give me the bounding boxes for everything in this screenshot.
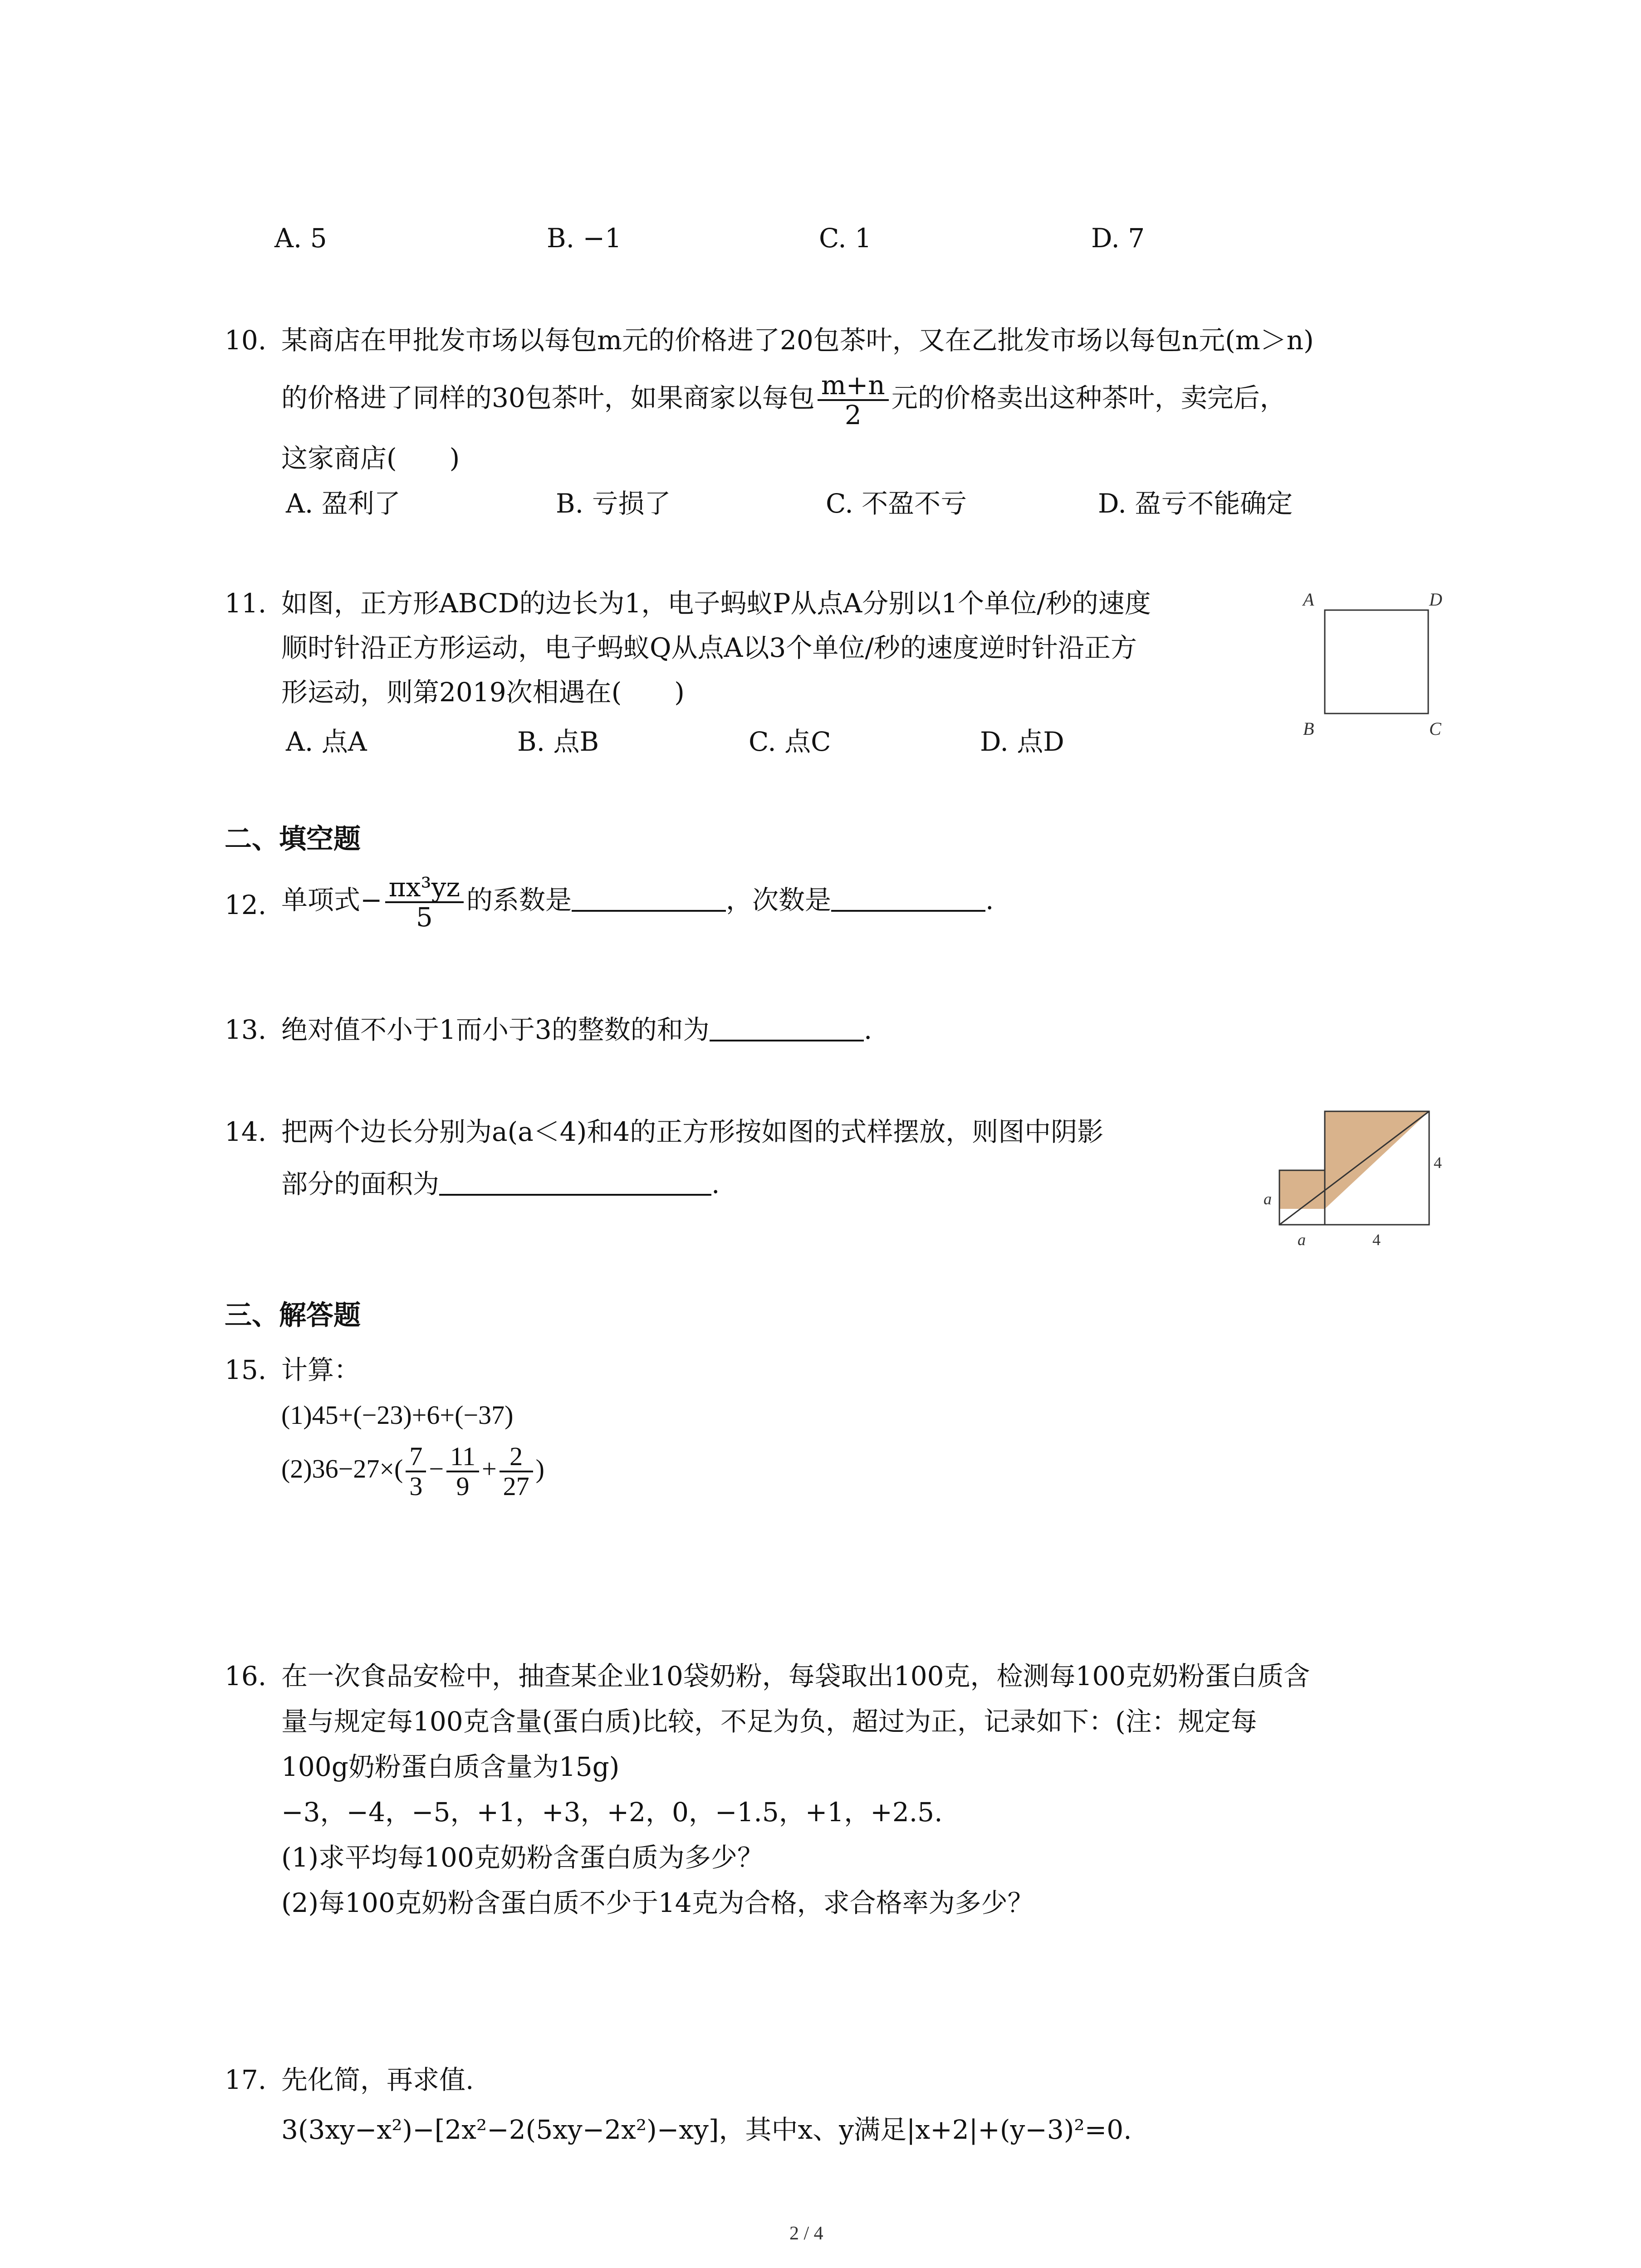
q9-option-d: D. 7 [1091, 223, 1145, 254]
q15-frac-1 [406, 1442, 426, 1501]
square-abcd-figure [1298, 585, 1452, 748]
q10-fraction [818, 371, 889, 429]
q15-part2-pre: (2)36−27×( [281, 1454, 403, 1484]
q15-f3-num: 2 [500, 1442, 533, 1472]
label-c: C [1429, 719, 1441, 739]
q17-expression: 3(3xy−x²)−[2x²−2(5xy−2x²)−xy]，其中x、y满足|x+2|+(y−3)²=0. [281, 2114, 1132, 2145]
shaded-region [1279, 1111, 1429, 1209]
q10-line2-pre: 的价格进了同样的30包茶叶，如果商家以每包 [281, 382, 815, 414]
q14-line2-text: 部分的面积为 [281, 1168, 440, 1199]
q12-blank-coefficient[interactable] [572, 886, 726, 912]
q14-number: 14. [225, 1116, 267, 1147]
q12-frac-den: 5 [416, 902, 433, 933]
q16-line1: 在一次食品安检中，抽查某企业10袋奶粉，每袋取出100克，检测每100克奶粉蛋白质含 [281, 1661, 1310, 1691]
q11-option-b: B. 点B [517, 726, 599, 757]
q10-option-b: B. 亏损了 [556, 488, 671, 519]
q11-line3: 形运动，则第2019次相遇在( ) [281, 677, 685, 708]
q15-part2 [281, 1442, 544, 1501]
q10-line2-post: 元的价格卖出这种茶叶，卖完后， [891, 382, 1286, 414]
q15-op1: − [429, 1454, 444, 1484]
q15-f3-den: 27 [503, 1471, 529, 1501]
q11-line1: 如图，正方形ABCD的边长为1，电子蚂蚁P从点A分别以1个单位/秒的速度 [281, 588, 1151, 619]
q10-option-d: D. 盈亏不能确定 [1098, 488, 1293, 519]
q12-fraction [385, 873, 464, 931]
q9-option-b: B. −1 [547, 223, 622, 254]
label-d: D [1429, 589, 1442, 610]
q12-frac-num: πx³yz [385, 873, 464, 903]
q9-option-c: C. 1 [819, 223, 872, 254]
label-a-left: a [1264, 1190, 1272, 1208]
q15-title: 计算： [281, 1354, 361, 1385]
q17-title: 先化简，再求值. [281, 2064, 474, 2095]
q12-number: 12. [225, 890, 267, 920]
q10-option-c: C. 不盈不亏 [826, 488, 967, 519]
q15-f2-num: 11 [446, 1442, 479, 1472]
label-b: B [1303, 719, 1314, 739]
q13-blank[interactable] [710, 1016, 864, 1041]
q10-frac-den: 2 [844, 400, 862, 430]
page-number: 2 / 4 [789, 2223, 823, 2244]
q16-part2: (2)每100克奶粉含蛋白质不少于14克为合格，求合格率为多少？ [281, 1887, 1034, 1918]
q13-end: . [863, 1014, 872, 1045]
q14-end: . [711, 1168, 720, 1199]
q11-line2: 顺时针沿正方形运动，电子蚂蚁Q从点A以3个单位/秒的速度逆时针沿正方 [281, 632, 1137, 663]
q11-number: 11. [225, 588, 267, 619]
q16-line2: 量与规定每100克含量(蛋白质)比较，不足为负，超过为正，记录如下：(注：规定每 [281, 1706, 1257, 1737]
label-a-bottom: a [1298, 1231, 1306, 1249]
q10-line2 [281, 371, 1286, 429]
section-fill-in-heading: 二、填空题 [225, 823, 361, 855]
q16-number: 16. [225, 1661, 267, 1691]
q13-line [281, 1014, 872, 1046]
q15-number: 15. [225, 1354, 267, 1385]
q16-data: −3，−4，−5，+1，+3，+2，0，−1.5，+1，+2.5. [281, 1797, 943, 1828]
q15-f1-den: 3 [409, 1471, 423, 1501]
q10-line1: 某商店在甲批发市场以每包m元的价格进了20包茶叶，又在乙批发市场以每包n元(m＞n) [281, 325, 1314, 356]
q12-end: . [985, 885, 994, 916]
q13-number: 13. [225, 1014, 267, 1045]
q12-mid: 的系数是 [466, 885, 572, 916]
q11-option-a: A. 点A [286, 726, 367, 757]
q16-line3: 100g奶粉蛋白质含量为15g) [281, 1751, 620, 1782]
q10-number: 10. [225, 325, 267, 356]
q17-number: 17. [225, 2064, 267, 2095]
q15-frac-3 [500, 1442, 533, 1501]
q12-line [281, 873, 994, 931]
q15-part1: (1)45+(−23)+6+(−37) [281, 1400, 514, 1430]
q15-op2: + [481, 1454, 497, 1484]
q14-line1: 把两个边长分别为a(a＜4)和4的正方形按如图的式样摆放，则图中阴影 [281, 1116, 1104, 1147]
q14-blank[interactable] [439, 1170, 711, 1196]
two-squares-figure [1259, 1107, 1450, 1252]
q15-frac-2 [446, 1442, 479, 1501]
q12-mid2: ，次数是 [726, 885, 832, 916]
q10-frac-num: m+n [818, 371, 889, 401]
q14-line2 [281, 1168, 720, 1200]
q11-option-d: D. 点D [980, 726, 1064, 757]
q12-blank-degree[interactable] [831, 886, 985, 912]
section-answer-heading: 三、解答题 [225, 1300, 361, 1331]
q15-f1-num: 7 [406, 1442, 426, 1472]
q9-option-a: A. 5 [274, 223, 327, 254]
q15-part2-post: ) [535, 1454, 544, 1484]
label-4-bottom: 4 [1372, 1231, 1381, 1249]
q11-option-c: C. 点C [749, 726, 831, 757]
square-outline [1325, 610, 1428, 714]
q15-f2-den: 9 [456, 1471, 470, 1501]
label-a: A [1303, 589, 1314, 610]
q12-pre: 单项式− [281, 885, 382, 916]
q16-part1: (1)求平均每100克奶粉含蛋白质为多少？ [281, 1842, 764, 1873]
q10-option-a: A. 盈利了 [286, 488, 401, 519]
q13-text: 绝对值不小于1而小于3的整数的和为 [281, 1014, 710, 1045]
label-4-right: 4 [1434, 1154, 1442, 1172]
q10-line3: 这家商店( ) [281, 443, 460, 474]
